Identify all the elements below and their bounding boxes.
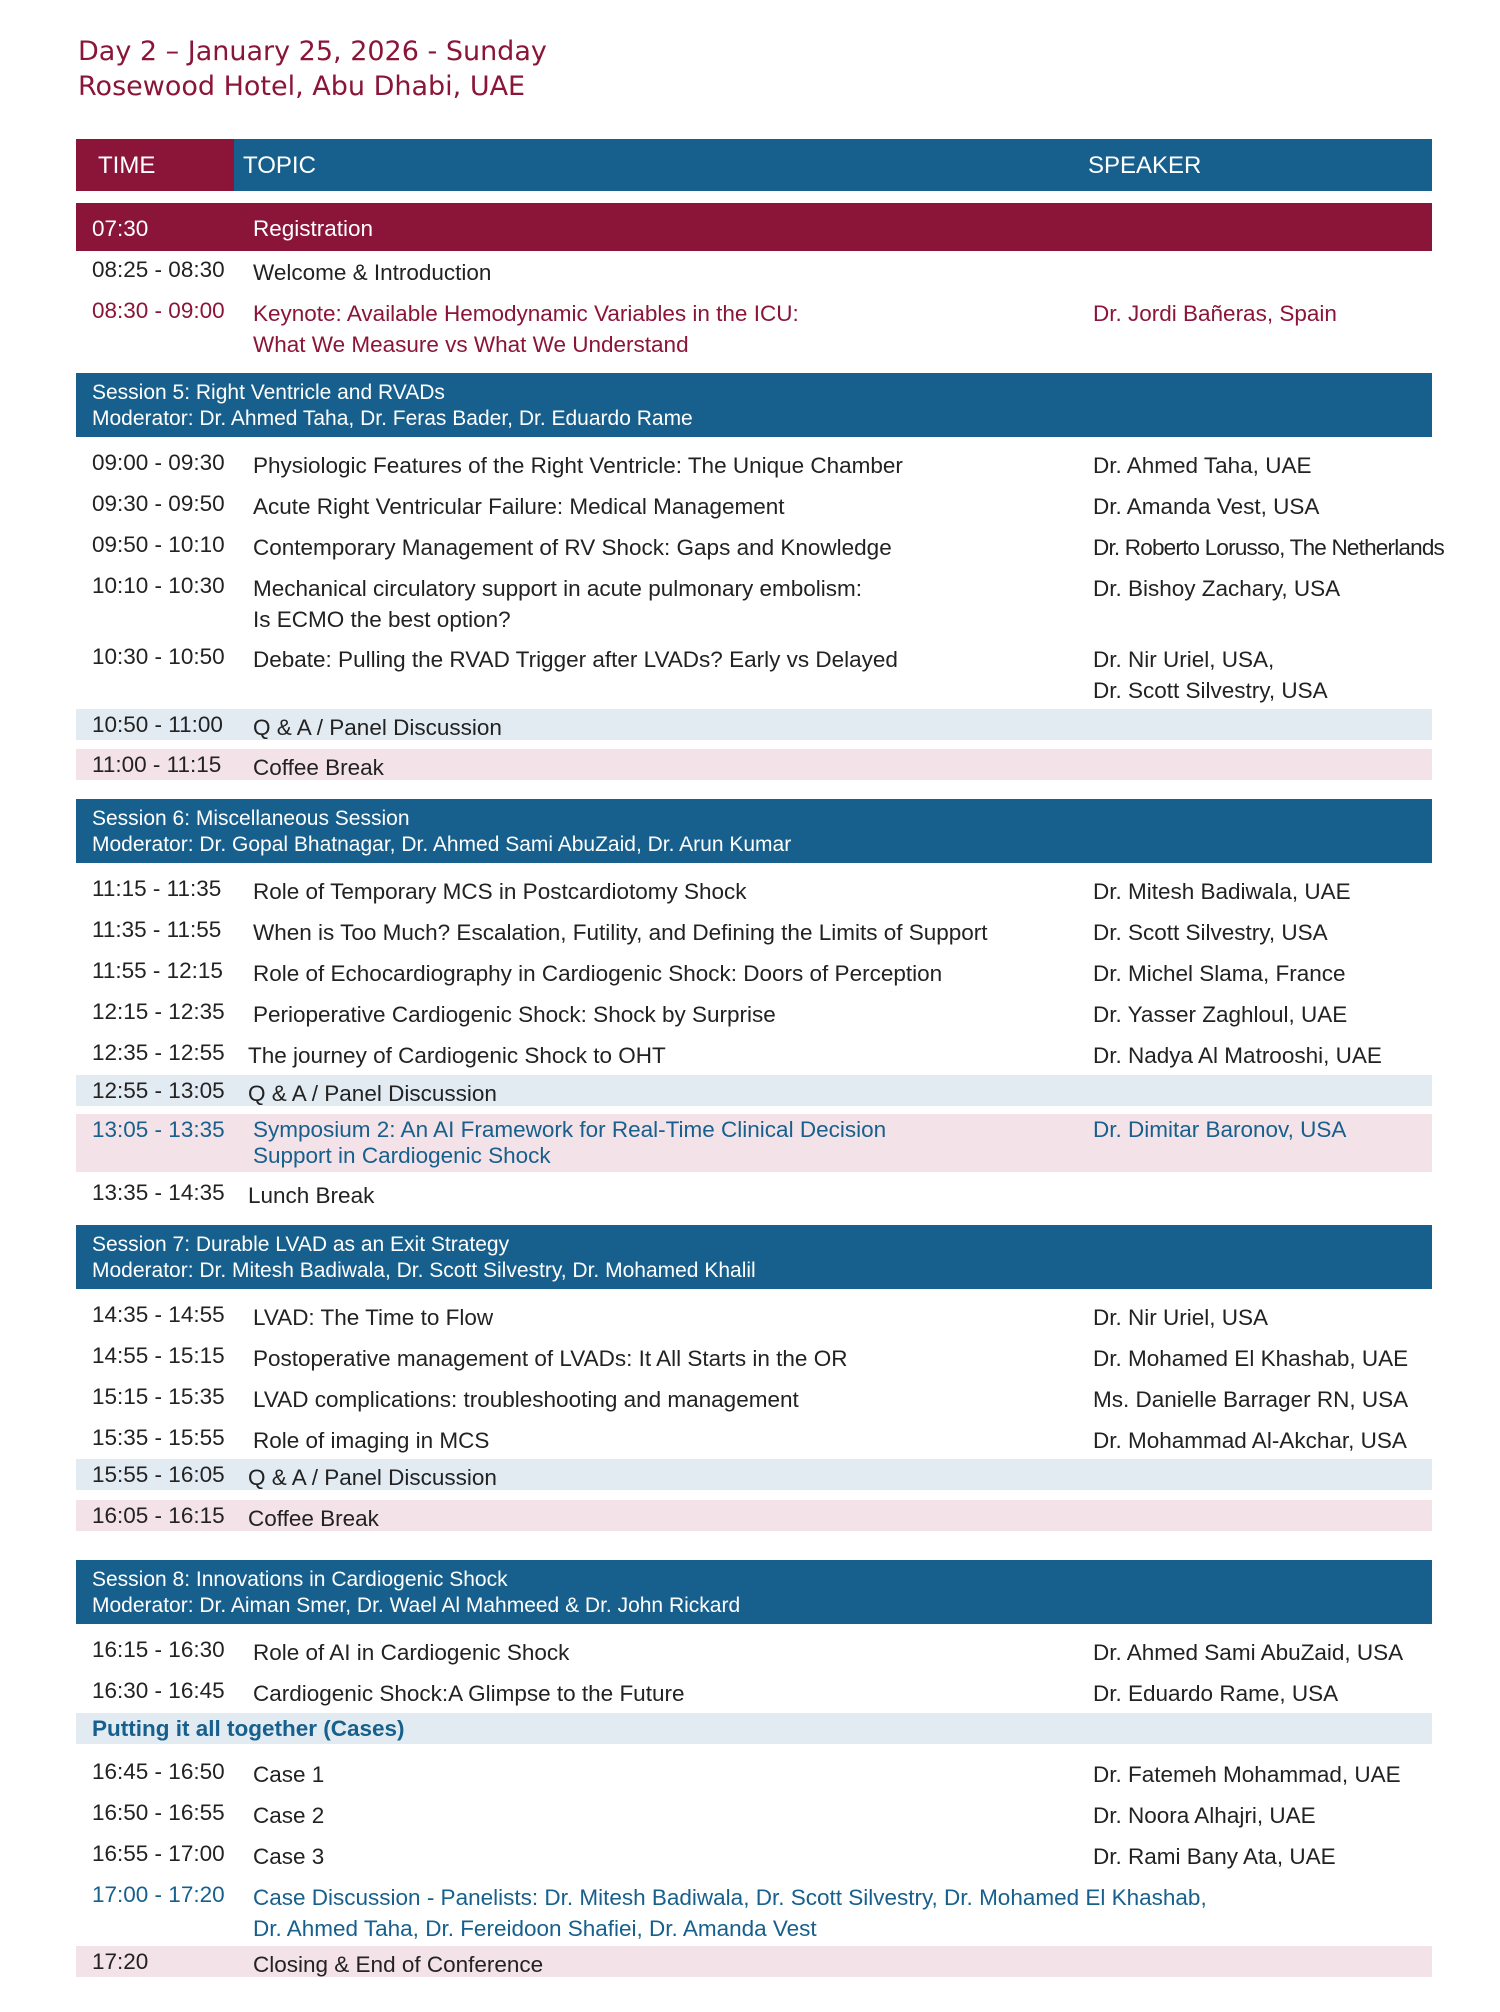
session-moderator: Moderator: Dr. Aiman Smer, Dr. Wael Al Mahmeed & Dr. John Rickard	[92, 1594, 741, 1617]
row-time: 16:55 - 17:00	[92, 1841, 225, 1866]
row-time: 10:30 - 10:50	[92, 644, 225, 669]
row-speaker: Dr. Yasser Zaghloul, UAE	[1093, 1002, 1348, 1027]
row-topic: Q & A / Panel Discussion	[253, 715, 502, 740]
row-speaker: Dr. Rami Bany Ata, UAE	[1093, 1844, 1336, 1869]
row-time: 08:25 - 08:30	[92, 257, 225, 282]
row-speaker: Dr. Mohamed El Khashab, UAE	[1093, 1346, 1409, 1371]
row-time: 15:15 - 15:35	[92, 1384, 225, 1409]
row-speaker: Dr. Jordi Bañeras, Spain	[1093, 301, 1337, 326]
table-header	[76, 139, 1432, 191]
row-topic: Perioperative Cardiogenic Shock: Shock by Surprise	[253, 1002, 776, 1027]
session-5-header	[76, 373, 1432, 437]
row-topic: Q & A / Panel Discussion	[248, 1081, 497, 1106]
row-topic: Cardiogenic Shock:A Glimpse to the Future	[253, 1681, 685, 1706]
row-time: 11:15 - 11:35	[92, 876, 222, 901]
break-row	[76, 749, 1432, 780]
session-8-header	[76, 1560, 1432, 1624]
row-time: 09:30 - 09:50	[92, 491, 225, 516]
session-title: Session 8: Innovations in Cardiogenic Shock	[92, 1568, 508, 1591]
session-moderator: Moderator: Dr. Gopal Bhatnagar, Dr. Ahmed Sami AbuZaid, Dr. Arun Kumar	[92, 833, 792, 856]
row-time: 10:10 - 10:30	[92, 573, 225, 598]
row-time: 16:50 - 16:55	[92, 1800, 225, 1825]
row-topic: Welcome & Introduction	[253, 260, 492, 285]
row-topic: LVAD: The Time to Flow	[253, 1305, 494, 1330]
row-speaker: Dr. Mohammad Al-Akchar, USA	[1093, 1428, 1407, 1453]
row-topic: Role of Temporary MCS in Postcardiotomy Shock	[253, 879, 747, 904]
row-topic: Role of AI in Cardiogenic Shock	[253, 1640, 570, 1665]
panel-row	[76, 1075, 1432, 1106]
row-topic: Case 1	[253, 1762, 325, 1787]
row-topic: Symposium 2: An AI Framework for Real-Time Clinical Decision Support in Cardiogenic Shock	[253, 1117, 887, 1168]
row-topic: Role of imaging in MCS	[253, 1428, 490, 1453]
row-speaker: Dr. Roberto Lorusso, The Netherlands	[1093, 535, 1444, 560]
row-time: 11:55 - 12:15	[92, 958, 223, 983]
speaker-column-header: SPEAKER	[1088, 152, 1202, 179]
row-topic: Case 3	[253, 1844, 325, 1869]
row-speaker: Dr. Amanda Vest, USA	[1093, 494, 1320, 519]
row-time: 13:35 - 14:35	[92, 1180, 225, 1205]
row-time: 17:00 - 17:20	[92, 1882, 225, 1907]
row-topic: Lunch Break	[248, 1183, 375, 1208]
row-time: 12:15 - 12:35	[92, 999, 225, 1024]
row-speaker: Dr. Michel Slama, France	[1093, 961, 1346, 986]
time-column-header: TIME	[98, 152, 156, 179]
row-topic: Contemporary Management of RV Shock: Gaps and Knowledge	[253, 535, 892, 560]
row-time: 14:55 - 15:15	[92, 1343, 225, 1368]
row-time: 14:35 - 14:55	[92, 1302, 225, 1327]
cases-heading: Putting it all together (Cases)	[92, 1716, 405, 1741]
row-topic: Coffee Break	[253, 755, 384, 780]
row-time: 09:50 - 10:10	[92, 532, 225, 557]
session-title: Session 5: Right Ventricle and RVADs	[92, 381, 445, 404]
session-moderator: Moderator: Dr. Ahmed Taha, Dr. Feras Bader, Dr. Eduardo Rame	[92, 407, 693, 430]
page-title-venue: Rosewood Hotel, Abu Dhabi, UAE	[78, 71, 526, 102]
row-time: 16:05 - 16:15	[92, 1503, 225, 1528]
row-time: 10:50 - 11:00	[92, 712, 223, 737]
row-topic: Debate: Pulling the RVAD Trigger after LVADs? Early vs Delayed	[253, 647, 898, 672]
row-topic: The journey of Cardiogenic Shock to OHT	[248, 1043, 666, 1068]
closing-row	[76, 1946, 1432, 1977]
row-speaker: Dr. Ahmed Sami AbuZaid, USA	[1093, 1640, 1404, 1665]
row-time: 16:15 - 16:30	[92, 1637, 225, 1662]
row-time: 12:55 - 13:05	[92, 1078, 225, 1103]
row-time: 17:20	[92, 1949, 149, 1974]
session-6-header	[76, 799, 1432, 863]
row-time: 16:45 - 16:50	[92, 1759, 225, 1784]
row-topic: Role of Echocardiography in Cardiogenic Shock: Doors of Perception	[253, 961, 943, 986]
row-time: 12:35 - 12:55	[92, 1040, 225, 1065]
row-speaker: Dr. Noora Alhajri, UAE	[1093, 1803, 1316, 1828]
row-speaker: Dr. Nadya Al Matrooshi, UAE	[1093, 1043, 1382, 1068]
session-7-header	[76, 1225, 1432, 1289]
row-topic: LVAD complications: troubleshooting and management	[253, 1387, 799, 1412]
row-speaker: Dr. Ahmed Taha, UAE	[1093, 453, 1312, 478]
row-time: 11:00 - 11:15	[92, 752, 222, 777]
row-topic: Keynote: Available Hemodynamic Variables in the ICU: What We Measure vs What We Understand	[253, 301, 799, 357]
row-topic: Mechanical circulatory support in acute pulmonary embolism: Is ECMO the best option?	[253, 576, 863, 632]
row-time: 15:35 - 15:55	[92, 1425, 225, 1450]
row-time: 13:05 - 13:35	[92, 1117, 225, 1142]
symposium-row	[76, 1114, 1432, 1172]
row-topic: Case Discussion - Panelists: Dr. Mitesh Badiwala, Dr. Scott Silvestry, Dr. Mohamed El Khashab, Dr. Ahmed Taha, Dr. Fereidoon Shafiei, Dr. Amanda Vest	[253, 1885, 1207, 1941]
row-speaker: Dr. Mitesh Badiwala, UAE	[1093, 879, 1351, 904]
row-time: 16:30 - 16:45	[92, 1678, 225, 1703]
row-topic: Case 2	[253, 1803, 325, 1828]
row-topic: Postoperative management of LVADs: It All Starts in the OR	[253, 1346, 848, 1371]
row-time: 08:30 - 09:00	[92, 298, 225, 323]
row-time: 09:00 - 09:30	[92, 450, 225, 475]
row-speaker: Dr. Dimitar Baronov, USA	[1093, 1117, 1347, 1142]
page-title-date: Day 2 – January 25, 2026 - Sunday	[78, 36, 547, 67]
registration-row	[76, 203, 1432, 251]
row-time: 11:35 - 11:55	[92, 917, 222, 942]
row-topic: Acute Right Ventricular Failure: Medical Management	[253, 494, 785, 519]
row-speaker: Dr. Eduardo Rame, USA	[1093, 1681, 1339, 1706]
session-moderator: Moderator: Dr. Mitesh Badiwala, Dr. Scott Silvestry, Dr. Mohamed Khalil	[92, 1259, 756, 1282]
row-time: 07:30	[92, 216, 149, 241]
break-row	[76, 1500, 1432, 1531]
row-speaker: Dr. Scott Silvestry, USA	[1093, 920, 1328, 945]
topic-column-header: TOPIC	[243, 152, 316, 179]
row-topic: Coffee Break	[248, 1506, 379, 1531]
row-topic: Registration	[253, 216, 374, 241]
row-speaker: Dr. Nir Uriel, USA	[1093, 1305, 1269, 1330]
row-speaker: Dr. Fatemeh Mohammad, UAE	[1093, 1762, 1401, 1787]
session-title: Session 6: Miscellaneous Session	[92, 807, 410, 830]
row-speaker: Ms. Danielle Barrager RN, USA	[1093, 1387, 1409, 1412]
row-topic: Q & A / Panel Discussion	[248, 1465, 497, 1490]
row-time: 15:55 - 16:05	[92, 1462, 225, 1487]
row-topic: When is Too Much? Escalation, Futility, and Defining the Limits of Support	[253, 920, 988, 945]
row-topic: Closing & End of Conference	[253, 1952, 544, 1977]
row-topic: Physiologic Features of the Right Ventricle: The Unique Chamber	[253, 453, 903, 478]
row-speaker: Dr. Nir Uriel, USA, Dr. Scott Silvestry, USA	[1093, 647, 1328, 703]
panel-row	[76, 1459, 1432, 1490]
cases-heading-row	[76, 1713, 1432, 1744]
session-title: Session 7: Durable LVAD as an Exit Strategy	[92, 1233, 510, 1256]
row-speaker: Dr. Bishoy Zachary, USA	[1093, 576, 1341, 601]
panel-row	[76, 709, 1432, 740]
